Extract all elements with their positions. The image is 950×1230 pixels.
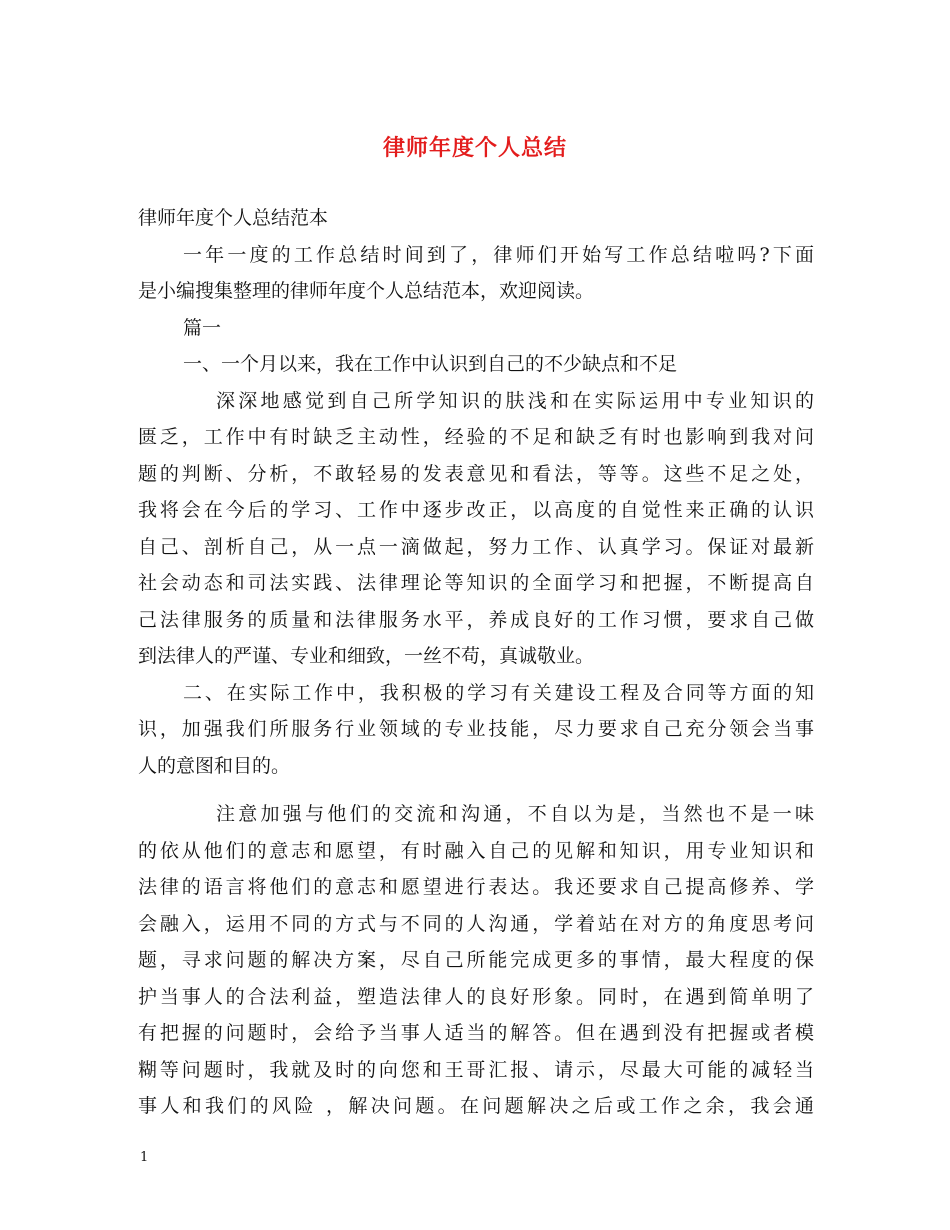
text-line: 会融入，运用不同的方式与不同的人沟通，学着站在对方的角度思考问 <box>138 912 814 935</box>
text-line: 注意加强与他们的交流和沟通，不自以为是，当然也不是一味 <box>216 803 814 825</box>
text-line: 有把握的问题时，会给予当事人适当的解答。但在遇到没有把握或者模 <box>138 1022 814 1044</box>
document-body <box>138 200 814 1125</box>
text-line: 护当事人的合法利益，塑造法律人的良好形象。同时，在遇到简单明了 <box>138 985 814 1008</box>
text-line: 社会动态和司法实践、法律理论等知识的全面学习和把握，不断提高自 <box>138 572 814 594</box>
text-line: 糊等问题时，我就及时的向您和王哥汇报、请示，尽最大可能的减轻当 <box>138 1058 814 1081</box>
text-line: 法律的语言将他们的意志和愿望进行表达。我还要求自己提高修养、学 <box>138 876 814 898</box>
text-line: 题，寻求问题的解决方案，尽自己所能完成更多的事情，最大程度的保 <box>138 949 814 971</box>
text-line: 二、在实际工作中，我积极的学习有关建设工程及合同等方面的知 <box>183 681 814 704</box>
text-line: 人的意图和目的。 <box>138 754 291 777</box>
text-line: 自己、剖析自己，从一点一滴做起，努力工作、认真学习。保证对最新 <box>138 535 814 558</box>
text-line: 匮乏，工作中有时缺乏主动性，经验的不足和缺乏有时也影响到我对问 <box>138 426 814 448</box>
document-title: 律师年度个人总结 <box>382 135 567 161</box>
text-line: 律师年度个人总结范本 <box>138 207 329 229</box>
paragraph-gap <box>138 784 814 796</box>
page-number: 1 <box>140 1150 149 1165</box>
text-line: 识，加强我们所服务行业领域的专业技能，尽力要求自己充分领会当事 <box>138 718 814 740</box>
text-line: 到法律人的严谨、专业和细致，一丝不苟，真诚敬业。 <box>138 645 595 667</box>
text-line: 篇一 <box>183 316 222 339</box>
text-line: 是小编搜集整理的律师年度个人总结范本，欢迎阅读。 <box>138 280 595 302</box>
text-line: 深深地感觉到自己所学知识的肤浅和在实际运用中专业知识的 <box>216 389 814 412</box>
text-line: 一、一个月以来，我在工作中认识到自己的不少缺点和不足 <box>183 353 678 375</box>
text-line: 事人和我们的风险 ，解决问题。在问题解决之后或工作之余，我会通 <box>138 1095 814 1117</box>
text-line: 题的判断、分析，不敢轻易的发表意见和看法，等等。这些不足之处， <box>138 462 814 485</box>
text-line: 己法律服务的质量和法律服务水平，养成良好的工作习惯，要求自己做 <box>138 608 814 631</box>
text-line: 我将会在今后的学习、工作中逐步改正，以高度的自觉性来正确的认识 <box>138 499 814 521</box>
text-line: 一年一度的工作总结时间到了，律师们开始写工作总结啦吗?下面 <box>183 243 814 266</box>
text-line: 的依从他们的意志和愿望，有时融入自己的见解和知识，用专业知识和 <box>138 839 814 862</box>
